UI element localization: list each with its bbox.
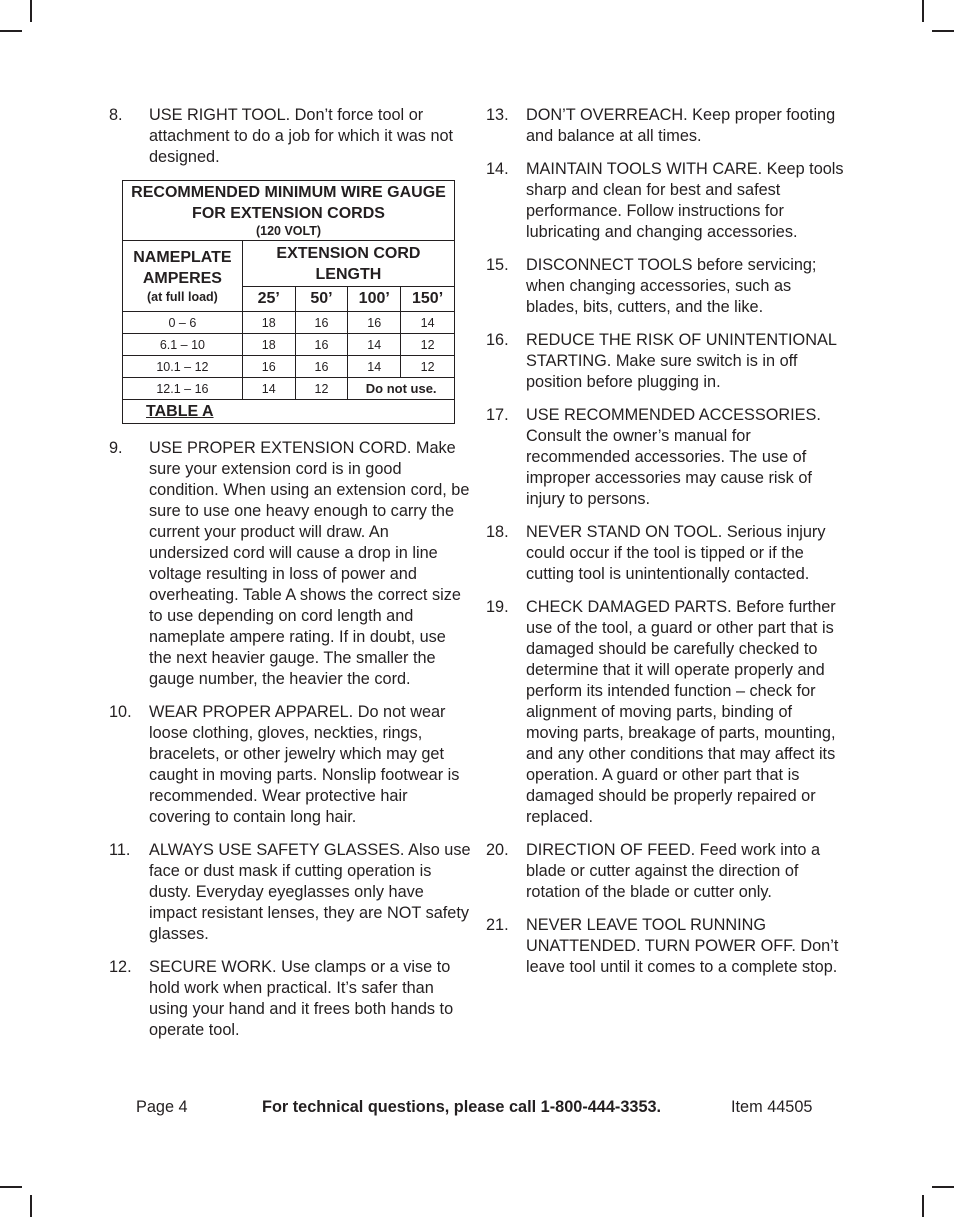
- item-number: 12.: [109, 958, 132, 976]
- item-number: 15.: [486, 256, 509, 274]
- list-item: [486, 105, 848, 147]
- gauge-cell: 16: [295, 312, 348, 334]
- item-text: DIRECTION OF FEED. Feed work into a blade or cutter against the direction of rotation of the blade or cutter only.: [526, 841, 821, 901]
- gauge-cell: 16: [348, 312, 401, 334]
- crop-mark: [30, 0, 32, 22]
- item-text: NEVER STAND ON TOOL. Serious injury could occur if the tool is tipped or if the cutting tool is unintentionally contacted.: [526, 523, 826, 583]
- gauge-cell: 14: [401, 312, 455, 334]
- list-item: [486, 840, 848, 903]
- amps-cell: 12.1 – 16: [123, 378, 243, 400]
- list-item: [486, 159, 848, 243]
- list-item: [486, 330, 848, 393]
- item-number: 9.: [109, 439, 123, 457]
- item-number: 11.: [109, 841, 131, 859]
- item-number: 19.: [486, 598, 509, 616]
- item-text: NEVER LEAVE TOOL RUNNING UNATTENDED. TURN POWER OFF. Don’t leave tool until it comes to a complete stop.: [526, 916, 839, 976]
- gauge-cell: 18: [242, 312, 295, 334]
- item-text: SECURE WORK. Use clamps or a vise to hold work when practical. It’s safer than using your hand and it frees both hands to operate tool.: [149, 958, 454, 1039]
- item-text: REDUCE THE RISK OF UNINTENTIONAL STARTING. Make sure switch is in off position before plugging in.: [526, 331, 837, 391]
- table-label: TABLE A: [123, 400, 455, 424]
- gauge-cell: 14: [242, 378, 295, 400]
- length-150: 150’: [401, 287, 455, 312]
- list-item: [486, 915, 848, 978]
- list-item: [486, 597, 848, 828]
- item-text: DON’T OVERREACH. Keep proper footing and balance at all times.: [526, 106, 836, 145]
- gauge-cell: 12: [401, 356, 455, 378]
- item-number: 13.: [486, 106, 509, 124]
- list-item: [109, 957, 471, 1041]
- amps-cell: 6.1 – 10: [123, 334, 243, 356]
- gauge-cell: 16: [295, 356, 348, 378]
- list-item: [109, 840, 471, 945]
- page-number: Page 4: [136, 1098, 188, 1116]
- table-title: RECOMMENDED MINIMUM WIRE GAUGE FOR EXTENSION CORDS (120 VOLT): [123, 181, 455, 241]
- crop-mark: [932, 30, 954, 32]
- crop-mark: [0, 30, 22, 32]
- right-column: [486, 105, 848, 990]
- left-column: [109, 105, 471, 1053]
- nameplate-header: NAMEPLATE AMPERES (at full load): [123, 241, 243, 312]
- item-number: 8.: [109, 106, 123, 124]
- gauge-cell: 14: [348, 356, 401, 378]
- crop-mark: [922, 1195, 924, 1217]
- item-number: 17.: [486, 406, 509, 424]
- list-item: [109, 438, 471, 690]
- table-row: [123, 378, 455, 400]
- item-number: 18.: [486, 523, 509, 541]
- item-text: WEAR PROPER APPAREL. Do not wear loose clothing, gloves, neckties, rings, bracelets, or other jewelry which may get caught in moving parts. Nonslip footwear is recommended. Wear protective hair covering to contain long hair.: [149, 703, 460, 826]
- technical-contact: For technical questions, please call 1-800-444-3353.: [262, 1098, 662, 1116]
- item-number-footer: Item 44505: [731, 1098, 813, 1116]
- item-text: CHECK DAMAGED PARTS. Before further use of the tool, a guard or other part that is damaged should be carefully checked to determine that it will operate properly and perform its intended function – check for alignment of moving parts, binding of moving parts, breakage of parts, mounting, and any other conditions that may affect its operation. A guard or other part that is damaged should be properly repaired or replaced.: [526, 598, 836, 826]
- length-header: EXTENSION CORD LENGTH: [242, 241, 454, 287]
- gauge-cell: 14: [348, 334, 401, 356]
- length-25: 25’: [242, 287, 295, 312]
- item-text: USE RIGHT TOOL. Don’t force tool or attachment to do a job for which it was not designed.: [149, 106, 454, 166]
- list-item: [486, 405, 848, 510]
- gauge-cell: 12: [401, 334, 455, 356]
- table-row: [123, 312, 455, 334]
- item-text: USE RECOMMENDED ACCESSORIES. Consult the owner’s manual for recommended accessories. The use of improper accessories may cause risk of injury to persons.: [526, 406, 821, 508]
- item-number: 10.: [109, 703, 132, 721]
- item-text: ALWAYS USE SAFETY GLASSES. Also use face or dust mask if cutting operation is dusty. Everyday eyeglasses only have impact resistant lenses, they are NOT safety glasses.: [149, 841, 471, 943]
- list-item: [109, 105, 471, 168]
- gauge-cell: 12: [295, 378, 348, 400]
- item-number: 20.: [486, 841, 509, 859]
- item-number: 14.: [486, 160, 509, 178]
- length-100: 100’: [348, 287, 401, 312]
- table-row: [123, 334, 455, 356]
- gauge-cell: 18: [242, 334, 295, 356]
- crop-mark: [0, 1186, 22, 1188]
- length-50: 50’: [295, 287, 348, 312]
- gauge-cell: 16: [295, 334, 348, 356]
- table-subtitle: (120 VOLT): [255, 224, 322, 238]
- crop-mark: [922, 0, 924, 22]
- item-text: MAINTAIN TOOLS WITH CARE. Keep tools sharp and clean for best and safest performance. Follow instructions for lubricating and changing accessories.: [526, 160, 844, 241]
- amps-cell: 0 – 6: [123, 312, 243, 334]
- item-number: 21.: [486, 916, 509, 934]
- extension-cord-table: [122, 180, 455, 424]
- crop-mark: [932, 1186, 954, 1188]
- do-not-use-cell: Do not use.: [348, 378, 455, 400]
- nameplate-subheader: (at full load): [147, 289, 218, 304]
- list-item: [486, 522, 848, 585]
- gauge-cell: 16: [242, 356, 295, 378]
- item-number: 16.: [486, 331, 509, 349]
- list-item: [109, 702, 471, 828]
- table-row: [123, 356, 455, 378]
- item-text: USE PROPER EXTENSION CORD. Make sure your extension cord is in good condition. When using an extension cord, be sure to use one heavy enough to carry the current your product will draw. An undersized cord will cause a drop in line voltage resulting in loss of power and overheating. Table A shows the correct size to use depending on cord length and nameplate ampere rating. If in doubt, use the next heavier gauge. The smaller the gauge number, the heavier the cord.: [149, 439, 470, 688]
- list-item: [486, 255, 848, 318]
- crop-mark: [30, 1195, 32, 1217]
- amps-cell: 10.1 – 12: [123, 356, 243, 378]
- item-text: DISCONNECT TOOLS before servicing; when changing accessories, such as blades, bits, cutters, and the like.: [526, 256, 817, 316]
